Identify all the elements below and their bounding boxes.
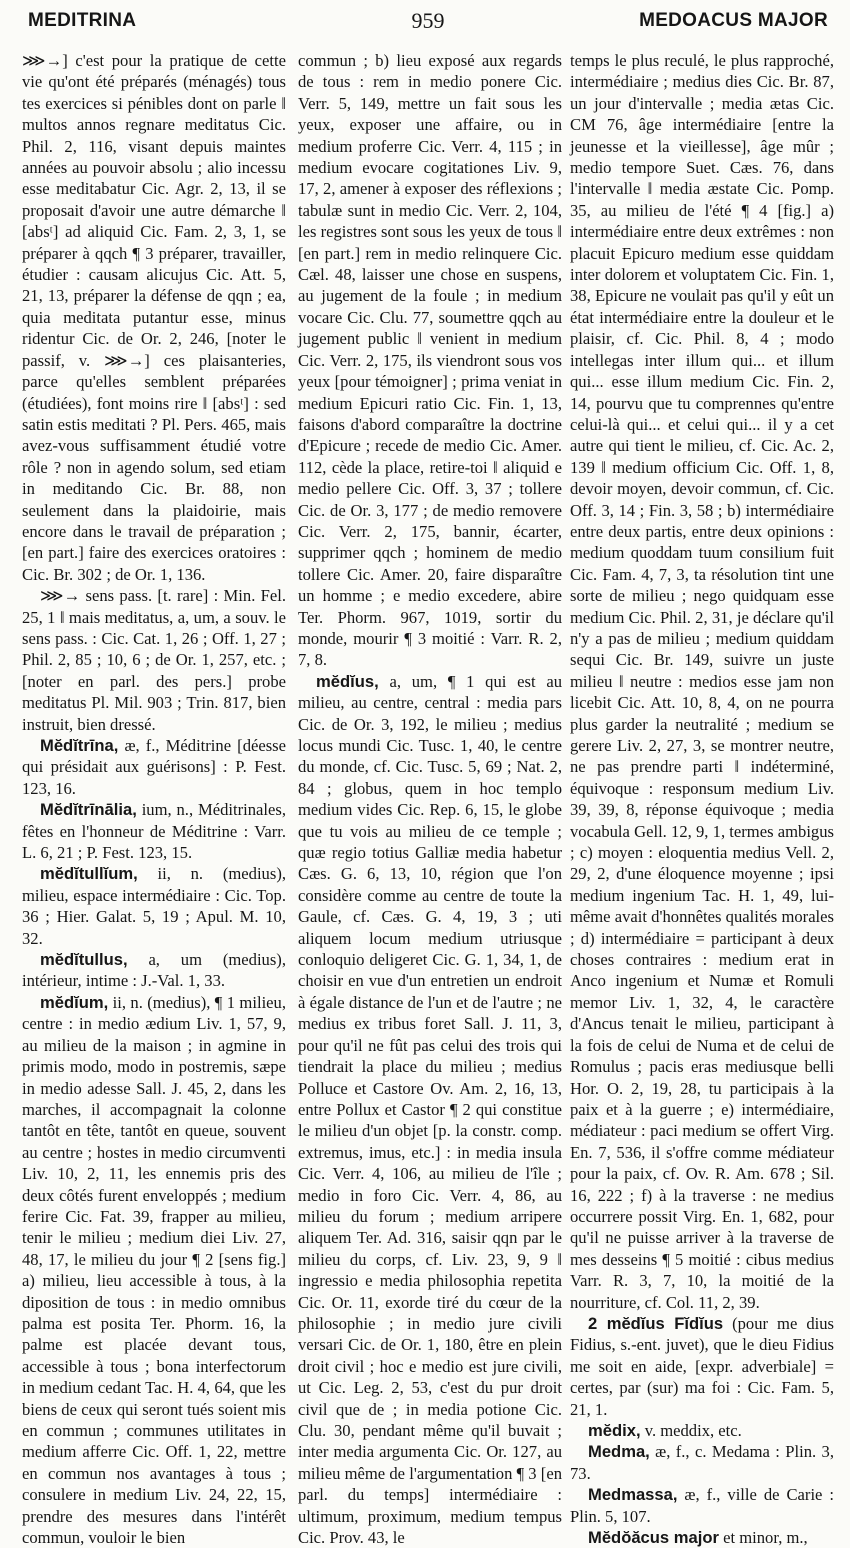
entry-continuation: temps le plus reculé, le plus rapproché, intermédiaire ; medius dies Cic. Br. 87, un jour d'intervalle ; media ætas Cic. CM 76, âge intermédiaire [entre la jeunesse et la vieillesse], âge mûr ; medio tempore Suet. Cæs. 76, dans l'intervalle ‖ media æstate Cic. Pomp. 35, au milieu de l'été ¶ 4 [fig.] a) intermédiaire entre deux extrêmes : non placuit Epicuro medium esse quiddam inter dolorem et voluptatem Cic. Fin. 1, 38, Epicure ne voulait pas qu'il y eût un état intermédiaire entre la douleur et le plaisir, cf. Cic. Phil. 8, 4 ; modo intellegas inter illum qui... et illum qui... esse illum medium Cic. Fin. 2, 14, pourvu que tu comprennes qu'entre celui-là qui... et celui qui... il y a cet autre qui tient le milieu, cf. Cic. Ac. 2, 139 ‖ medium officium Cic. Off. 1, 8, devoir moyen, devoir commun, cf. Cic. Off. 3, 14 ; Fin. 3, 58 ; b) intermédiaire entre deux partis, entre deux opinions : medium quoddam tuum consilium fuit Cic. Fam. 4, 7, 3, ta résolution tint une sorte de milieu ; nego quidquam esse medium Cic. Phil. 2, 31, je déclare qu'il n'y a pas de milieu ; medium quiddam sequi Cic. Br. 149, suivre un juste milieu ‖ neutre : medios esse jam non licebit Cic. Att. 10, 8, 4, on ne pourra plus garder la neutralité ; medium se gerere Liv. 2, 27, 3, se montrer neutre, ne pas prendre parti ‖ indéterminé, équivoque : responsum medium Liv. 39, 39, 8, réponse équivoque ; media vocabula Gell. 12, 9, 1, termes ambigus ; c) moyen : eloquentia medius Vell. 2, 29, 2, d'une éloquence moyenne ; ipsi medium ingenium Tac. H. 1, 49, lui-même avait d'honnêtes qualités morales ; d) intermédiaire = participant à deux choses contraires : medium erat in Anco ingenium et Numæ et Romuli memor Liv. 1, 32, 4, le caractère d'Ancus tenait le milieu, participant à la fois de celui de Numa et de celui de Romulus ; pacis eras mediusque belli Hor. O. 2, 19, 28, tu participais à la paix et à la guerre ; e) intermédiaire, médiateur : paci medium se offert Virg. En. 7, 536, il s'offre comme médiateur pour la paix, cf. Ov. R. Am. 678 ; Sil. 16, 222 ; f) à la traverse : ne medius occurrere possit Virg. En. 1, 682, pour qu'il ne puisse arriver à la traverse de mes desseins ¶ 5 moitié : cibus medius Varr. R. 3, 7, 10, la moitié de la nourriture, cf. Col. 11, 2, 39. (570, 51, 835, 1312)
dictionary-entry (22, 863, 286, 949)
entry-definition: (pour me dius Fidius, s.-ent. juvet), que le dieu Fidius me soit en aide, [expr. adverbiale] = certes, par (sur) ma foi : Cic. Fam. 5, 21, 1. (570, 1313, 834, 1419)
dictionary-entry (570, 1420, 834, 1441)
entry-definition: æ, f., Méditrine [déesse qui présidait aux guérisons] : P. Fest. 123, 16. (22, 736, 286, 798)
dictionary-entry (570, 1313, 834, 1420)
entry-headword: Mĕdĭtrīnālia, (40, 800, 137, 820)
entry-headword: 2 mĕdĭus Fĭdĭus (588, 1313, 724, 1333)
dictionary-entry (22, 992, 286, 1548)
dictionary-entry (22, 799, 286, 863)
entry-headword: mĕdĭum, (40, 992, 109, 1012)
entry-headword: Mĕdŏăcus major (588, 1528, 719, 1548)
header-left-guideword: MEDITRINA (28, 10, 137, 31)
column-left (22, 50, 286, 1548)
entry-definition: ii, n. (medius), milieu, espace intermédiaire : Cic. Top. 36 ; Hier. Galat. 5, 19 ; Apul. M. 10, 32. (22, 864, 286, 948)
entry-headword: mĕdĭtullĭum, (40, 864, 138, 884)
dictionary-entry (22, 949, 286, 992)
entry-definition: æ, f., c. Medama : Plin. 3, 73. (570, 1442, 834, 1483)
entry-definition: æ, f., ville de Carie : Plin. 5, 107. (570, 1485, 834, 1526)
entry-definition: a, um, ¶ 1 qui est au milieu, au centre, central : media pars Cic. de Or. 3, 192, le milieu ; medius locus mundi Cic. Tusc. 1, 40, le centre du monde, cf. Cic. Tusc. 5, 69 ; Nat. 2, 84 ; globus, quem in hoc templo medium vides Cic. Rep. 6, 15, le globe que tu vois au milieu de ce temple ; quæ regio totius Galliæ media habetur Cæs. G. 6, 13, 10, région que l'on considère comme au centre de toute la Gaule, cf. Cæs. G. 4, 19, 3 ; uti aliquem locum medium utriusque conloquio deligeret Cic. G. 1, 34, 1, de choisir en vue d'un entretien un endroit à égale distance de l'un et de l'autre ; ne medius ex tribus foret Sall. J. 11, 3, pour qu'il ne fût pas celui des trois qui tiendrait la place du milieu ; medius Polluce et Castore Ov. Am. 2, 16, 13, entre Pollux et Castor ¶ 2 qui constitue le milieu d'un objet [p. la constr. comp. extremus, imus, etc.] : in media insula Cic. Verr. 4, 106, au milieu de l'île ; medio in foro Cic. Verr. 4, 86, au milieu du forum ; medium arripere aliquem Ter. Ad. 316, saisir qqn par le milieu du corps, cf. Liv. 23, 9, 9 ‖ ingressio e media philosophia repetita Cic. Or. 11, exorde tiré du cœur de la philosophie ; in medio jure civili versari Cic. de Or. 1, 180, être en plein droit civil ; hoc e medio est jure civili, ut Cic. Leg. 2, 53, c'est du pur droit civil que de ; in media potione Cic. Clu. 30, pendant même qu'il buvait ; inter media argumenta Cic. Or. 127, au milieu même de l'argumentation ¶ 3 [en parl. du temps] intermédiaire : ultimum, proximum, medium tempus Cic. Prov. 43, le (298, 671, 562, 1548)
column-right (570, 50, 835, 1548)
entry-headword: mĕdix, (588, 1421, 641, 1440)
dictionary-entry (570, 1484, 834, 1527)
entry-definition: a, um (medius), intérieur, intime : J.-Val. 1, 33. (22, 950, 286, 991)
entry-headword: Mĕdĭtrīna, (40, 736, 119, 755)
entry-definition: ium, n., Méditrinales, fêtes en l'honneur de Méditrine : Varr. L. 6, 21 ; P. Fest. 123, 15. (22, 800, 286, 863)
entry-headword: mĕdĭtullus, (40, 950, 128, 970)
running-header (28, 8, 828, 38)
header-right-guideword: MEDOACUS MAJOR (639, 10, 828, 31)
entry-definition: v. meddix, etc. (640, 1421, 742, 1440)
entry-definition: et minor, m., (718, 1528, 808, 1548)
dictionary-entry (22, 735, 286, 799)
entry-definition: ii, n. (medius), ¶ 1 milieu, centre : in medio ædium Liv. 1, 57, 9, au milieu de la maison ; in agmine in primis modo, modo in postremis, sæpe in medio adesse Sall. J. 45, 2, dans les marches, il accompagnait la colonne tantôt en tête, tantôt en queue, souvent au centre ; hostes in medio circumventi Liv. 10, 2, 11, les ennemis pris des deux côtés furent enveloppés ; medium ferire Cic. Fat. 39, frapper au milieu, tenir le milieu ; medium diei Liv. 27, 48, 17, le milieu du jour ¶ 2 [sens fig.] a) milieu, lieu accessible à tous, à la diposition de tous : in medio omnibus palma est posita Ter. Phorm. 16, la palme est placée devant tous, accessible à tous ; bona interfectorum in medium cedant Tac. H. 4, 64, que les biens de ceux qui seront tués soient mis en commun ; communes utilitates in medium afferre Cic. Off. 1, 22, mettre en commun nos avantages à tous ; consulere in medium Liv. 24, 22, 15, prendre des mesures dans l'intérêt commun, vouloir le bien (22, 992, 286, 1548)
entry-headword: Medmassa, (588, 1485, 678, 1505)
entry-subparagraph: ⋙→ sens pass. [t. rare] : Min. Fel. 25, 1 ‖ mais meditatus, a, um, a souv. le sens pass. : Cic. Cat. 1, 26 ; Off. 1, 27 ; Phil. 2, 85 ; 10, 6 ; de Or. 1, 257, etc. ; [noter en parl. des pers.] probe meditatus Pl. Mil. 903 ; Trin. 817, bien instruit, bien dressé. (22, 586, 286, 734)
entry-headword: Medma, (588, 1442, 650, 1462)
dictionary-entry (570, 1527, 834, 1548)
dictionary-entry (570, 1441, 834, 1484)
entry-headword: mĕdĭus, (316, 671, 379, 691)
column-middle (298, 50, 562, 1548)
dictionary-entry (298, 671, 562, 1548)
entry-continuation: ⋙→] c'est pour la pratique de cette vie qu'ont été préparés (ménagés) tous tes exercices si pénibles dont on parle ‖ multos annos regnare meditatus Cic. Phil. 2, 116, visant depuis maintes années au pouvoir absolu ; alio incessu esse meditabatur Cic. Agr. 2, 13, il se proposait d'avoir une autre démarche ‖ [absᵗ] ad aliquid Cic. Fam. 2, 3, 1, se préparer à qqch ¶ 3 préparer, travailler, étudier : causam alicujus Cic. Att. 5, 21, 13, préparer la défense de qqn ; ea, quia meditata putantur esse, minus ridentur Cic. de Or. 2, 246, [noter le passif, v. ⋙→] ces plaisanteries, parce qu'elles semblent préparées (étudiées), font moins rire ‖ [absᵗ] : sed satin estis meditati ? Pl. Pers. 465, mais avez-vous suffisamment étudié votre rôle ? non in agendo solum, sed etiam in meditando Cic. Br. 88, non seulement dans la plaidoirie, mais encore dans le travail de préparation ; [en part.] faire des exercices oratoires : Cic. Br. 302 ; de Or. 1, 136. (22, 51, 286, 584)
page-number: 959 (411, 8, 445, 33)
entry-continuation: commun ; b) lieu exposé aux regards de tous : rem in medio ponere Cic. Verr. 5, 149, mettre un fait sous les yeux, exposer une affaire, ou in medium proferre Cic. Verr. 4, 115 ; in medium evocare cogitationes Liv. 9, 17, 2, amener à exposer des réflexions ; tabulæ sunt in medio Cic. Verr. 2, 104, les registres sont sous les yeux de tous ‖ [en part.] rem in medio relinquere Cic. Cæl. 48, laisser une chose en suspens, au jugement de la foule ; in medium vocare Cic. Clu. 77, soumettre qqch au jugement public ‖ venient in medium Cic. Verr. 2, 175, ils viendront sous vos yeux [pour témoigner] ; prima veniat in medium Epicuri ratio Cic. Fin. 1, 13, faisons d'abord comparaître la doctrine d'Epicure ; recede de medio Cic. Amer. 112, cède la place, retire-toi ‖ aliquid e medio pellere Cic. Off. 3, 37 ; tollere Cic. de Or. 3, 177 ; de medio removere Cic. Verr. 2, 175, bannir, écarter, supprimer qqch ; hominem de medio tollere Cic. Amer. 20, faire disparaître un homme ; e medio excedere, abire Ter. Phorm. 967, 1019, sortir du monde, mourir ¶ 3 moitié : Varr. R. 2, 7, 8. (298, 51, 562, 670)
